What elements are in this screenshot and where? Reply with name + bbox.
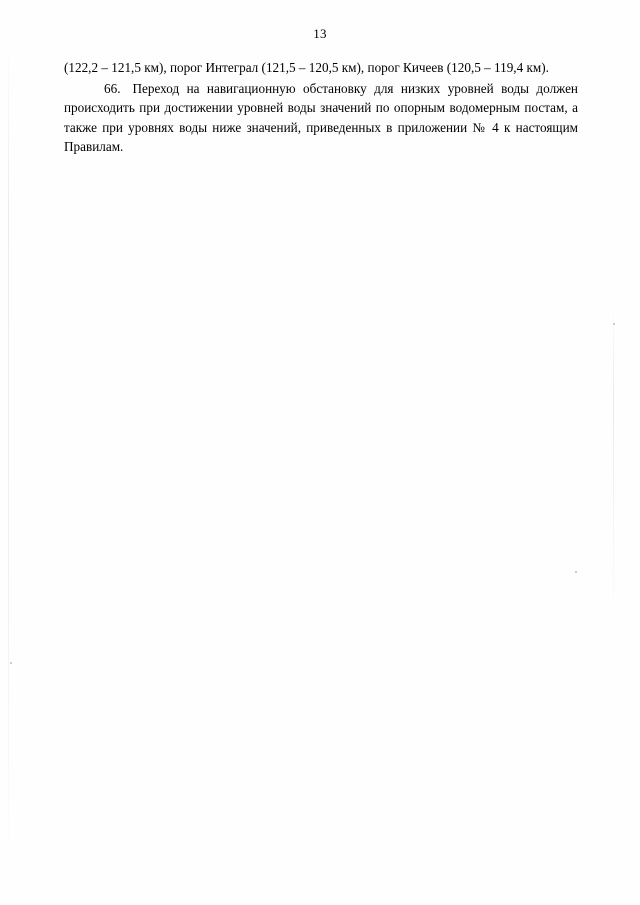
paragraph-text: (122,2 – 121,5 км), порог Интеграл (121,5 – 120,5 км), порог Кичеев (120,5 – 119,4 км).: [64, 60, 549, 75]
scan-speck: [575, 571, 577, 573]
scan-speck: [10, 662, 12, 664]
paragraph-text: Переход на навигационную обстановку для низких уровней воды должен происходить при достижении уровней воды значений по опорным водомерным постам, а также при уровнях воды ниже значений, приведенных в приложении № 4 к настоящим Правилам.: [64, 80, 578, 155]
paragraph-continuation: [64, 58, 578, 78]
paragraph-66: [64, 79, 578, 157]
scan-artifact-right-edge: [613, 300, 614, 630]
page-number: 13: [313, 26, 327, 41]
paragraph-number: 66.: [104, 80, 121, 96]
document-body: [64, 58, 578, 157]
scan-artifact-left-edge: [8, 40, 9, 870]
scan-speck: [613, 323, 615, 325]
